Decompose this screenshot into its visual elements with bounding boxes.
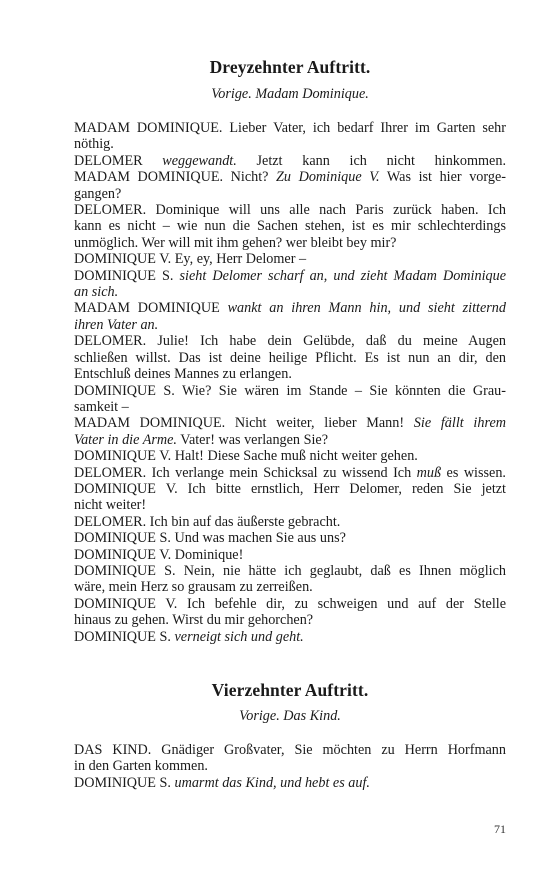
dialogue-text: unmöglich. Wer will mit ihm gehen? wer bleibt bey mir? — [74, 234, 397, 251]
text-line — [74, 350, 506, 366]
stage-direction: verneigt sich und geht. — [174, 628, 304, 645]
stage-direction: sieht Delomer scharf an, und zieht Madam Dominique — [179, 267, 506, 284]
dialogue-text: MADAM DOMINIQUE. Nicht? — [74, 169, 277, 186]
stage-direction: Vater in die Arme. — [74, 431, 177, 448]
dialogue-text: in den Garten kommen. — [74, 758, 208, 775]
text-line — [74, 758, 506, 774]
text-line — [74, 186, 506, 202]
scene-14-stage-direction: Vorige. Das Kind. — [239, 708, 341, 724]
stage-direction: Sie fällt ihrem — [413, 415, 506, 432]
text-line — [74, 317, 506, 333]
dialogue-text: MADAM DOMINIQUE — [74, 300, 228, 317]
dialogue-text: gangen? — [74, 185, 122, 202]
text-line — [74, 579, 506, 595]
dialogue-text: es wissen. — [441, 464, 506, 481]
text-line — [74, 547, 506, 563]
scene-13-stage-direction: Vorige. Madam Dominique. — [211, 86, 369, 102]
dialogue-text: Jetzt kann ich nicht hinkommen. — [236, 152, 506, 169]
text-line — [74, 333, 506, 349]
text-line — [74, 268, 506, 284]
text-line — [74, 612, 506, 628]
dialogue-text: kann es nicht – wie nun die Sachen stehen, ist es mir schlechterdings — [74, 218, 506, 235]
dialogue-text: DOMINIQUE V. Halt! Diese Sache muß nicht weiter gehen. — [74, 448, 418, 465]
text-line — [74, 153, 506, 169]
dialogue-text: DOMINIQUE V. Ey, ey, Herr Delomer – — [74, 251, 307, 268]
text-line — [74, 775, 506, 791]
dialogue-text: MADAM DOMINIQUE. Lieber Vater, ich bedarf Ihrer im Garten sehr — [74, 120, 506, 136]
dialogue-text: DOMINIQUE S. Wie? Sie wären im Stande – Sie könnten die Grau- — [74, 382, 506, 399]
text-line — [74, 300, 506, 316]
text-line — [74, 383, 506, 399]
text-line — [74, 202, 506, 218]
scene-13-dialogue — [74, 120, 506, 645]
text-line — [74, 120, 506, 136]
text-line — [74, 629, 506, 645]
text-line — [74, 742, 506, 758]
text-line — [74, 235, 506, 251]
dialogue-text: DELOMER. Dominique will uns alle nach Paris zurück haben. Ich — [74, 202, 506, 219]
stage-direction: weggewandt. — [162, 152, 237, 169]
dialogue-text: DOMINIQUE S. Nein, nie hätte ich geglaubt, daß es Ihnen möglich — [74, 562, 506, 579]
dialogue-text: samkeit – — [74, 398, 129, 415]
text-line — [74, 448, 506, 464]
dialogue-text: DOMINIQUE S. — [74, 628, 175, 645]
stage-direction: ihren Vater an. — [74, 316, 159, 333]
text-line — [74, 399, 506, 415]
dialogue-text: nicht weiter! — [74, 497, 147, 514]
stage-direction: umarmt das Kind, und hebt es auf. — [174, 774, 370, 791]
dialogue-text: DELOMER. Julie! Ich habe dein Gelübde, daß du meine Augen — [74, 333, 506, 350]
text-line — [74, 284, 506, 300]
dialogue-text: Was ist hier vorge- — [379, 169, 506, 186]
scene-13-title: Dreyzehnter Auftritt. — [209, 57, 371, 77]
text-line — [74, 218, 506, 234]
dialogue-text: DAS KIND. Gnädiger Großvater, Sie möchten zu Herrn Horfmann — [74, 742, 506, 758]
stage-direction: wankt an ihren Mann hin, und sieht zitternd — [227, 300, 506, 317]
text-line — [74, 169, 506, 185]
dialogue-text: DOMINIQUE S. — [74, 267, 180, 284]
dialogue-text: DOMINIQUE S. — [74, 774, 175, 791]
dialogue-text: nöthig. — [74, 136, 114, 153]
text-line — [74, 136, 506, 152]
scene-14-dialogue — [74, 742, 506, 791]
text-line — [74, 432, 506, 448]
dialogue-text: hinaus zu gehen. Wirst du mir gehorchen? — [74, 612, 314, 629]
stage-direction: muß — [416, 464, 442, 481]
dialogue-text: DELOMER. Ich bin auf das äußerste gebracht. — [74, 513, 341, 530]
text-line — [74, 481, 506, 497]
scene-14-title: Vierzehnter Auftritt. — [211, 680, 369, 700]
text-line — [74, 251, 506, 267]
text-line — [74, 563, 506, 579]
dialogue-text: Vater! was verlangen Sie? — [176, 431, 328, 448]
text-line — [74, 514, 506, 530]
text-line — [74, 465, 506, 481]
dialogue-text: MADAM DOMINIQUE. Nicht weiter, lieber Mann! — [74, 415, 414, 432]
text-line — [74, 530, 506, 546]
text-line — [74, 415, 506, 431]
dialogue-text: DOMINIQUE V. Ich bitte ernstlich, Herr Delomer, reden Sie jetzt — [74, 480, 506, 497]
stage-direction: an sich. — [74, 284, 119, 301]
text-line — [74, 366, 506, 382]
dialogue-text: schließen willst. Das ist deine heilige Pflicht. Es ist nun an dir, den — [74, 349, 506, 366]
text-line — [74, 596, 506, 612]
dialogue-text: DOMINIQUE V. Ich befehle dir, zu schweigen und auf der Stelle — [74, 595, 506, 612]
dialogue-text: DOMINIQUE S. Und was machen Sie aus uns? — [74, 530, 346, 547]
text-line — [74, 497, 506, 513]
dialogue-text: DELOMER — [74, 152, 163, 169]
stage-direction: Zu Dominique V. — [276, 169, 380, 186]
dialogue-text: DOMINIQUE V. Dominique! — [74, 546, 244, 563]
dialogue-text: DELOMER. Ich verlange mein Schicksal zu wissend Ich — [74, 464, 417, 481]
dialogue-text: Entschluß deines Mannes zu erlangen. — [74, 366, 292, 383]
dialogue-text: wäre, mein Herz so grausam zu zerreißen. — [74, 579, 313, 596]
page-number: 71 — [494, 822, 506, 836]
